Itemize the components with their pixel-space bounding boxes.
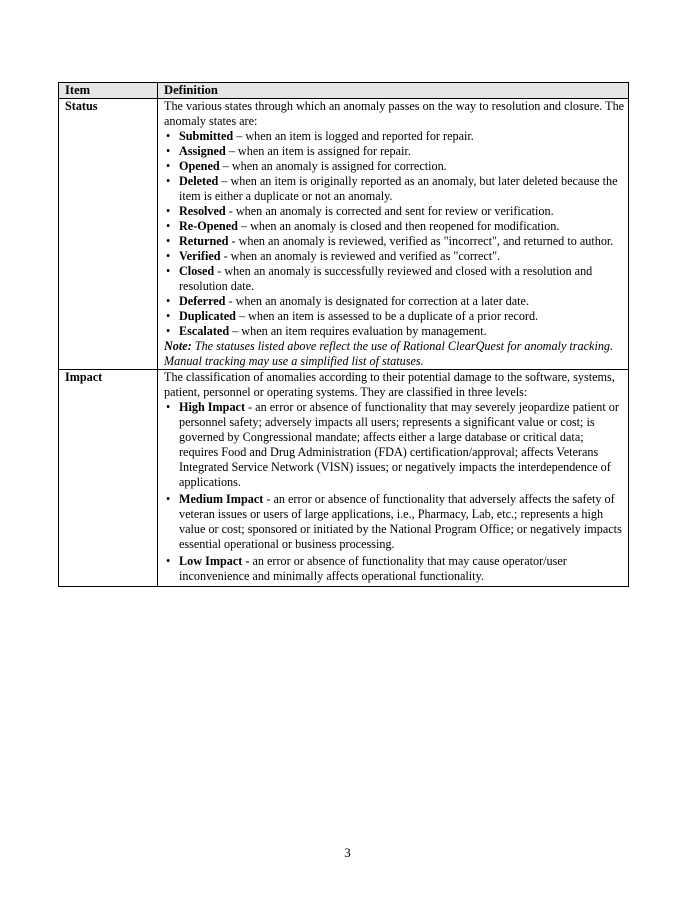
term: Low Impact - <box>179 554 250 568</box>
term-definition: - an error or absence of functionality that adversely affects the safety of veteran issues or users of large applications, i.e., Pharmacy, Lab, etc.; represents a high value or cost; sponsored or initiated by the National Program Office; or negatively impacts essential operational or business processing. <box>179 492 622 551</box>
term: Submitted <box>179 129 234 143</box>
term-definition: - when an anomaly is reviewed, verified as "incorrect", and returned to author. <box>228 234 614 248</box>
term: Duplicated <box>179 309 236 323</box>
term: Deferred <box>179 294 226 308</box>
page-number: 3 <box>344 845 351 860</box>
definition-status <box>158 99 629 370</box>
term-definition: – when an item is assessed to be a duplicate of a prior record. <box>235 309 539 323</box>
definition-impact <box>158 370 629 587</box>
term-definition: - when an anomaly is corrected and sent for review or verification. <box>225 204 554 218</box>
term: High Impact <box>179 400 246 414</box>
list-item <box>164 234 625 249</box>
list-item <box>164 554 625 584</box>
header-definition: Definition <box>158 83 629 99</box>
header-item: Item <box>59 83 158 99</box>
term-definition: an error or absence of functionality that may cause operator/user inconvenience and minimally affects operational functionality. <box>179 554 567 583</box>
term: Closed <box>179 264 215 278</box>
term: Opened <box>179 159 220 173</box>
term: Verified <box>179 249 221 263</box>
term: Assigned <box>179 144 226 158</box>
list-item <box>164 159 625 174</box>
definitions-table <box>58 82 629 587</box>
term-definition: - an error or absence of functionality that may severely jeopardize patient or personnel safety; adversely impacts all users; represents a significant value or cost; is governed by Congressional mandate; affects either a large database or critical data; requires Food and Drug Administration (FDA) certification/approval; affects Veterans Integrated Service Network (VISN) issues; or negatively impacts the interdependence of applications. <box>179 400 619 489</box>
impact-list <box>164 400 625 584</box>
list-item <box>164 129 625 144</box>
term: Escalated <box>179 324 230 338</box>
list-item <box>164 219 625 234</box>
note-label: Note: <box>164 339 192 353</box>
list-item <box>164 400 625 490</box>
table-header-row <box>59 83 629 99</box>
term: Resolved <box>179 204 226 218</box>
status-list <box>164 129 625 339</box>
term-definition: – when an anomaly is closed and then reopened for modification. <box>237 219 560 233</box>
term-definition: – when an item is assigned for repair. <box>225 144 411 158</box>
note-text: The statuses listed above reflect the use of Rational ClearQuest for anomaly tracking. Manual tracking may use a simplified list of statuses. <box>164 339 614 368</box>
term-definition: – when an item requires evaluation by management. <box>229 324 487 338</box>
term: Medium Impact <box>179 492 264 506</box>
list-item <box>164 264 625 294</box>
term-definition: - when an anomaly is designated for correction at a later date. <box>225 294 530 308</box>
list-item <box>164 204 625 219</box>
list-item <box>164 174 625 204</box>
list-item <box>164 492 625 552</box>
term: Deleted <box>179 174 219 188</box>
table-row-impact <box>59 370 629 587</box>
term-definition: - when an anomaly is successfully reviewed and closed with a resolution and resolution date. <box>179 264 593 293</box>
term-definition: – when an item is logged and reported for repair. <box>233 129 474 143</box>
status-note <box>164 339 625 369</box>
list-item <box>164 144 625 159</box>
list-item <box>164 249 625 264</box>
item-impact: Impact <box>59 370 158 587</box>
item-status: Status <box>59 99 158 370</box>
term-definition: – when an anomaly is assigned for correction. <box>219 159 447 173</box>
list-item <box>164 309 625 324</box>
term: Returned <box>179 234 229 248</box>
impact-intro: The classification of anomalies according to their potential damage to the software, systems, patient, personnel or operating systems. They are classified in three levels: <box>164 370 615 399</box>
list-item <box>164 324 625 339</box>
status-intro: The various states through which an anomaly passes on the way to resolution and closure. The anomaly states are: <box>164 99 625 128</box>
table-row-status <box>59 99 629 370</box>
list-item <box>164 294 625 309</box>
term: Re-Opened <box>179 219 238 233</box>
term-definition: – when an item is originally reported as an anomaly, but later deleted because the item is either a duplicate or not an anomaly. <box>179 174 618 203</box>
term-definition: - when an anomaly is reviewed and verified as "correct". <box>220 249 501 263</box>
